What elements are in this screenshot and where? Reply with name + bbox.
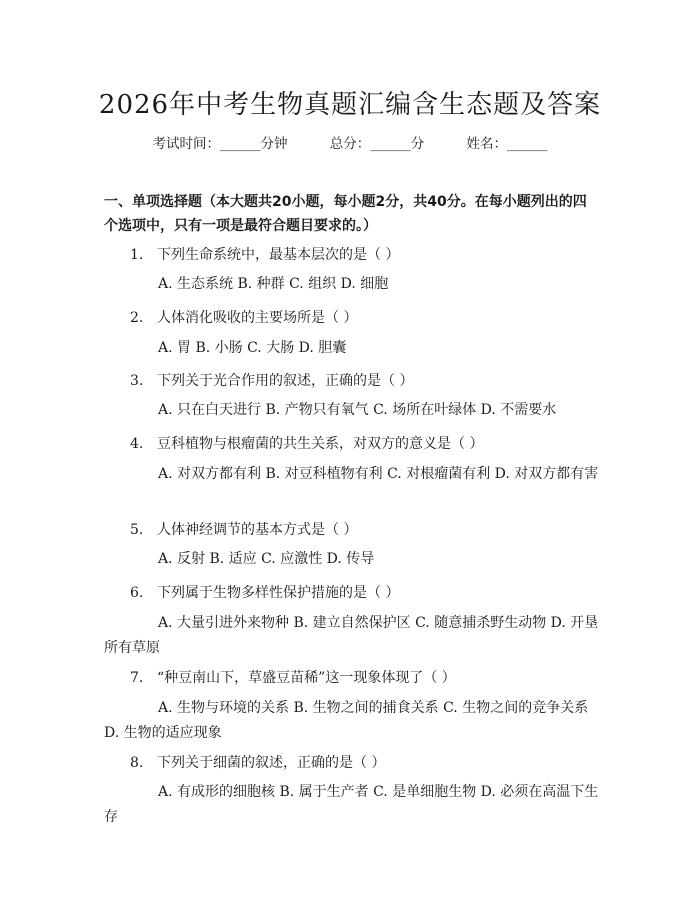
- question-stem: 下列关于光合作用的叙述，正确的是（ ）: [157, 373, 414, 389]
- question-stem: 人体消化吸收的主要场所是（ ）: [157, 310, 358, 326]
- student-name-field: 姓名：______: [466, 136, 548, 152]
- question: [130, 581, 600, 605]
- question-stem: “种豆南山下，草盛豆苗稀”这一现象体现了（ ）: [157, 670, 456, 686]
- question-options: A. 有成形的细胞核 B. 属于生产者 C. 是单细胞生物 D. 必须在高温下生存: [104, 784, 599, 825]
- question: [130, 243, 600, 267]
- question-options: A. 反射 B. 适应 C. 应激性 D. 传导: [158, 551, 375, 567]
- exam-time-field: 考试时间：______分钟: [152, 136, 288, 152]
- question-number: 8.: [130, 755, 144, 771]
- question: [130, 666, 600, 690]
- question-number: 1.: [130, 247, 144, 263]
- question-options: A. 胃 B. 小肠 C. 大肠 D. 胆囊: [158, 340, 347, 356]
- question-number: 4.: [130, 436, 144, 452]
- exam-title: 2026年中考生物真题汇编含生态题及答案: [98, 90, 602, 120]
- question-options: A. 生物与环境的关系 B. 生物之间的捕食关系 C. 生物之间的竞争关系 D. 生物的适应现象: [104, 700, 589, 741]
- question: [130, 432, 600, 456]
- question-number: 3.: [130, 373, 144, 389]
- question-stem: 下列生命系统中，最基本层次的是（ ）: [157, 247, 400, 263]
- section-heading: 一、单项选择题（本大题共20小题，每小题2分，共40分。在每小题列出的四个选项中，只有一项是最符合题目要求的。）: [104, 194, 587, 234]
- question-options: A. 生态系统 B. 种群 C. 组织 D. 细胞: [158, 276, 389, 292]
- question-stem: 下列属于生物多样性保护措施的是（ ）: [157, 585, 400, 601]
- question: [130, 369, 600, 393]
- question-number: 2.: [130, 310, 144, 326]
- question-stem: 人体神经调节的基本方式是（ ）: [157, 522, 358, 538]
- question-stem: 下列关于细菌的叙述，正确的是（ ）: [157, 755, 386, 771]
- question-options: A. 大量引进外来物种 B. 建立自然保护区 C. 随意捕杀野生动物 D. 开垦所有草原: [104, 615, 599, 656]
- question-number: 6.: [130, 585, 144, 601]
- question-stem: 豆科植物与根瘤菌的共生关系，对双方的意义是（ ）: [157, 436, 484, 452]
- exam-meta-line: [0, 132, 700, 152]
- question: [130, 306, 600, 330]
- question: [130, 751, 600, 775]
- question-options: A. 对双方都有利 B. 对豆科植物有利 C. 对根瘤菌有利 D. 对双方都有害: [158, 466, 599, 482]
- total-score-field: 总分：______分: [329, 136, 425, 152]
- question-number: 7.: [130, 670, 144, 686]
- question: [130, 518, 600, 542]
- question-number: 5.: [130, 522, 144, 538]
- question-options: A. 只在白天进行 B. 产物只有氧气 C. 场所在叶绿体 D. 不需要水: [158, 402, 557, 418]
